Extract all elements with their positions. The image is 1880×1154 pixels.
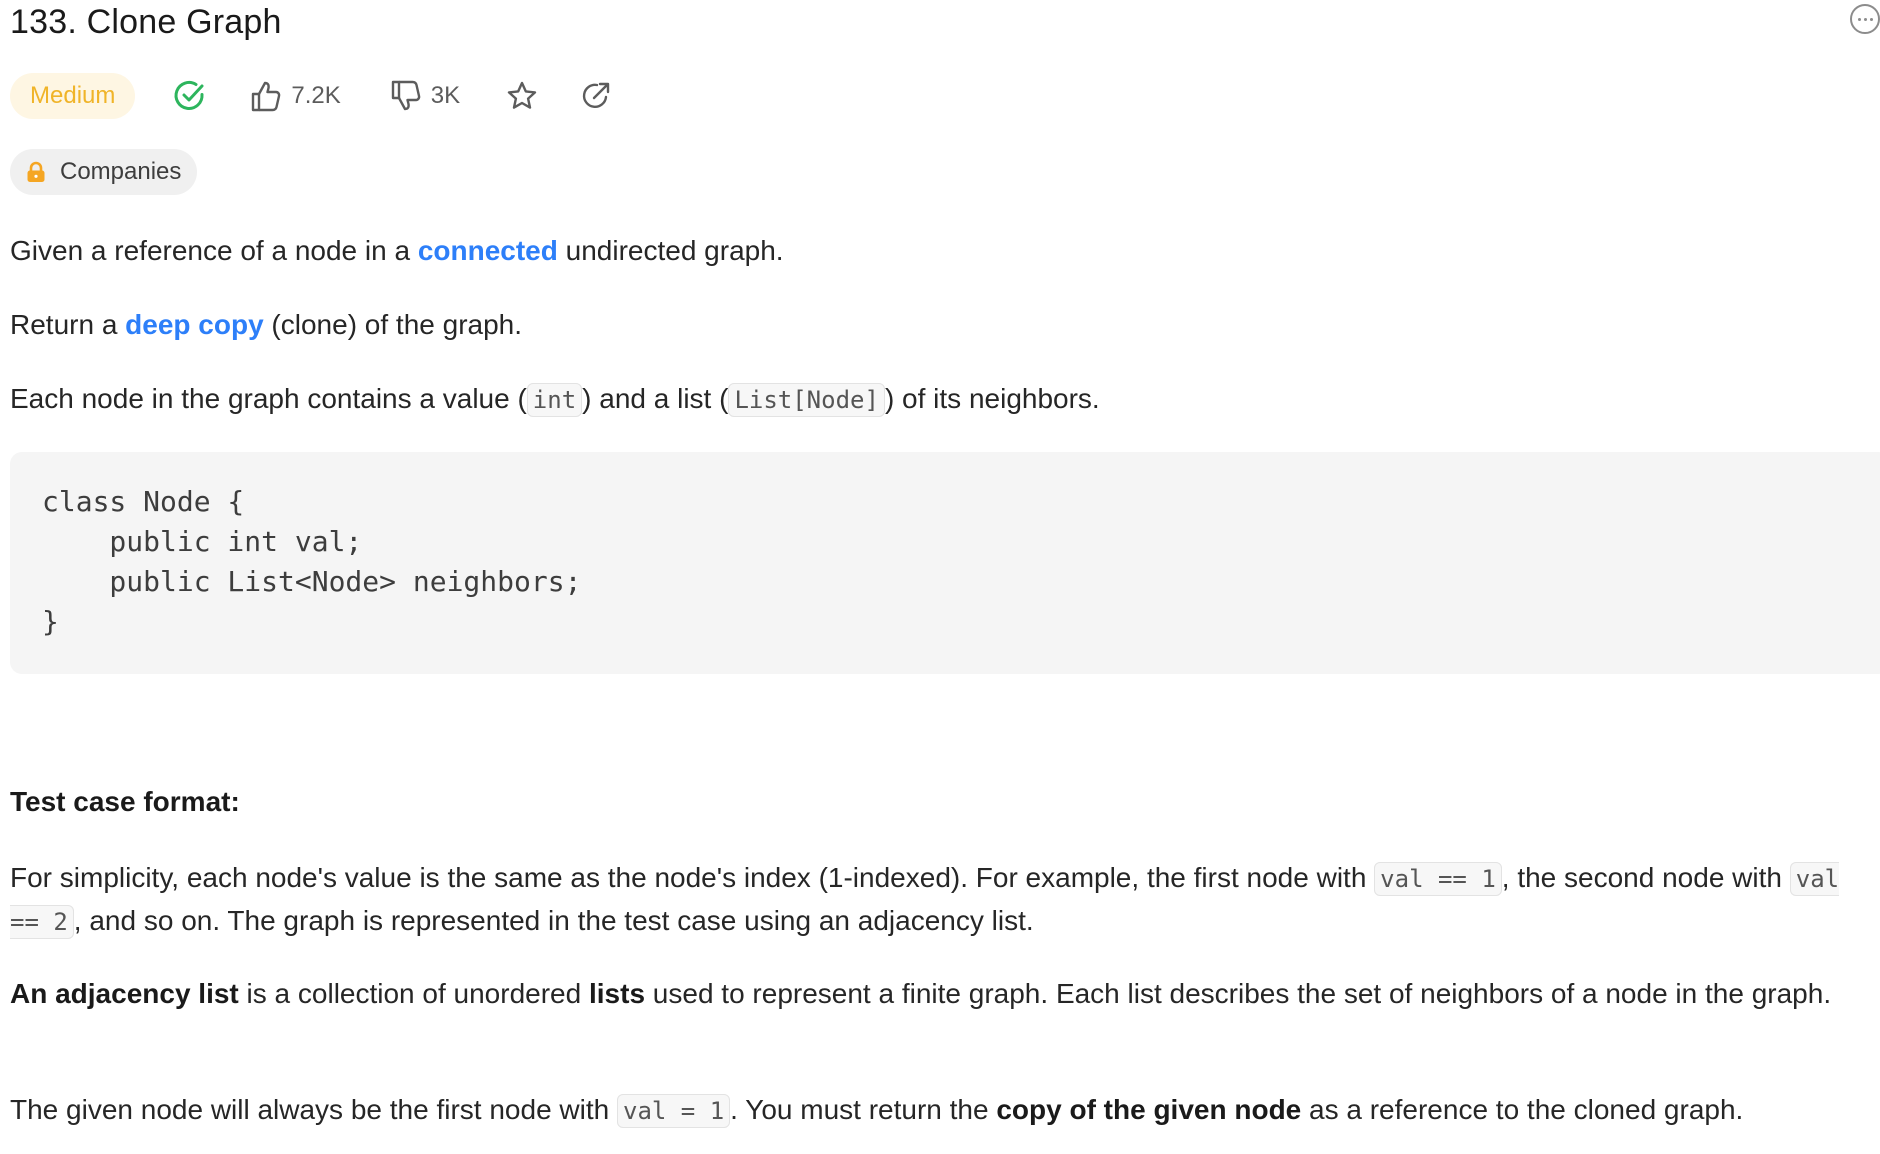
description-paragraph-1: Given a reference of a node in a connected undirected graph. (10, 235, 784, 266)
description-paragraph-2: Return a deep copy (clone) of the graph. (10, 309, 523, 340)
inline-code: List[Node] (728, 383, 885, 417)
more-icon[interactable] (1850, 4, 1880, 34)
share-button[interactable] (580, 80, 612, 112)
thumbs-up-icon (251, 80, 281, 112)
companies-label: Companies (60, 158, 182, 185)
inline-code: val == 1 (1374, 862, 1502, 896)
like-count: 7.2K (291, 82, 341, 109)
companies-tag[interactable] (10, 149, 197, 195)
description-paragraph-3: Each node in the graph contains a value ( int ) and a list ( List[Node] ) of its neighbors. (10, 378, 1100, 421)
inline-code: int (527, 383, 582, 417)
dislike-count: 3K (430, 82, 461, 109)
dislike-button[interactable] (391, 80, 460, 112)
code-block (10, 452, 1880, 674)
description-paragraph-5: An adjacency list is a collection of unordered lists used to represent a finite graph. Each list describes the set of neighbors of a node in the graph. (10, 978, 1832, 1009)
star-icon (506, 80, 538, 112)
difficulty-badge: Medium (10, 73, 135, 119)
test-case-heading: Test case format: (10, 786, 240, 817)
lock-icon (26, 161, 46, 183)
inline-code: val = 1 (617, 1094, 730, 1128)
like-button[interactable] (251, 80, 340, 112)
title-row (10, 0, 282, 44)
problem-title[interactable]: 133. Clone Graph (10, 2, 282, 41)
favorite-button[interactable] (506, 80, 538, 112)
thumbs-down-icon (391, 80, 421, 112)
connected-link[interactable]: connected (417, 235, 558, 266)
description-paragraph-4: For simplicity, each node's value is the same as the node's index (1-indexed). For example, the first node with val == 1 , the second node with val == 2 , and so on. The graph is represented in the test case using an adjacency list. (10, 857, 1870, 943)
check-circle-icon (173, 79, 207, 113)
description-paragraph-6: The given node will always be the first node with val = 1 . You must return the copy of the given node as a reference to the cloned graph. (10, 1089, 1870, 1132)
deep-copy-link[interactable]: deep copy (125, 309, 264, 340)
share-icon (580, 80, 612, 112)
node-class-code: class Node { public int val; public List<Node> neighbors; } (42, 485, 582, 638)
inline-code: val == 2 (10, 862, 1839, 939)
problem-meta-row (10, 72, 612, 120)
